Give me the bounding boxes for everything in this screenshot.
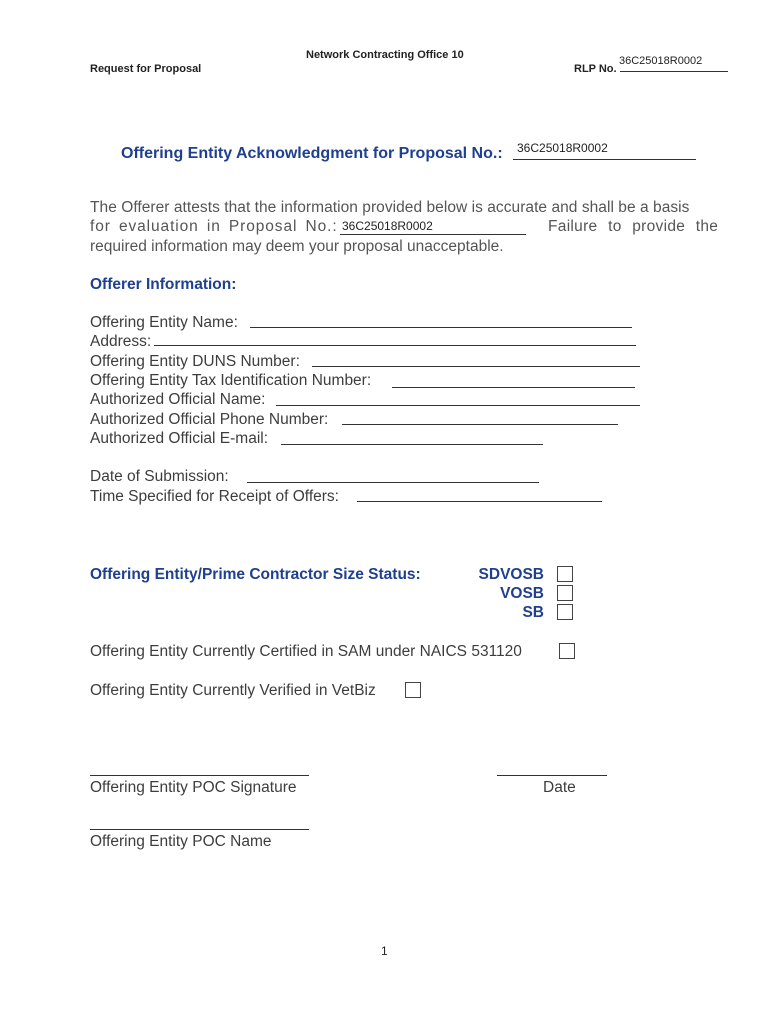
document-type: Request for Proposal xyxy=(90,63,202,75)
field-address-label: Address: xyxy=(90,333,152,350)
rlp-number-value[interactable]: 36C25018R0002 xyxy=(619,55,703,67)
field-entity-name-label: Offering Entity Name: xyxy=(90,314,238,331)
field-address-line[interactable] xyxy=(154,345,636,346)
field-duns-line[interactable] xyxy=(312,366,640,367)
poc-signature-label: Offering Entity POC Signature xyxy=(90,779,297,796)
intro-line-3: required information may deem your proposal unacceptable. xyxy=(90,238,504,255)
intro-proposal-line xyxy=(340,234,526,235)
page-number: 1 xyxy=(381,944,388,958)
intro-proposal-number[interactable]: 36C25018R0002 xyxy=(342,219,433,233)
vosb-label: VOSB xyxy=(500,585,544,602)
intro-line-1: The Offerer attests that the information provided below is accurate and shall be a basis xyxy=(90,199,690,216)
date-signature-line[interactable] xyxy=(497,775,607,776)
field-receipt-time-line[interactable] xyxy=(357,501,602,502)
sb-label: SB xyxy=(522,604,544,621)
rlp-label xyxy=(574,63,728,75)
field-duns-label: Offering Entity DUNS Number: xyxy=(90,353,300,370)
field-email-line[interactable] xyxy=(281,444,543,445)
vetbiz-verification-label: Offering Entity Currently Verified in VetBiz xyxy=(90,682,376,699)
rlp-number-line xyxy=(620,71,728,72)
date-signature-label: Date xyxy=(543,779,576,796)
field-tax-id-line[interactable] xyxy=(392,387,635,388)
page-title xyxy=(121,145,503,163)
field-official-name-label: Authorized Official Name: xyxy=(90,391,266,408)
field-phone-line[interactable] xyxy=(342,424,618,425)
vetbiz-verification-checkbox[interactable] xyxy=(405,682,421,698)
field-tax-id-label: Offering Entity Tax Identification Number: xyxy=(90,372,372,389)
size-status-label: Offering Entity/Prime Contractor Size Status: xyxy=(90,566,421,583)
page-title-text: Offering Entity Acknowledgment for Proposal No.: xyxy=(121,145,503,162)
sdvosb-label: SDVOSB xyxy=(478,566,544,583)
vosb-checkbox[interactable] xyxy=(557,585,573,601)
field-phone-label: Authorized Official Phone Number: xyxy=(90,411,329,428)
title-proposal-number[interactable]: 36C25018R0002 xyxy=(517,141,608,155)
field-receipt-time-label: Time Specified for Receipt of Offers: xyxy=(90,488,339,505)
sam-certification-label: Offering Entity Currently Certified in SAM under NAICS 531120 xyxy=(90,643,522,660)
rlp-label-text: RLP No. xyxy=(574,63,617,75)
field-email-label: Authorized Official E-mail: xyxy=(90,430,269,447)
field-date-submission-line[interactable] xyxy=(247,482,539,483)
field-date-submission-label: Date of Submission: xyxy=(90,468,229,485)
poc-name-line[interactable] xyxy=(90,829,309,830)
poc-signature-line[interactable] xyxy=(90,775,309,776)
field-official-name-line[interactable] xyxy=(276,405,640,406)
title-proposal-line xyxy=(513,159,696,160)
intro-line-2-prefix: for evaluation in Proposal No.: xyxy=(90,218,338,235)
sdvosb-checkbox[interactable] xyxy=(557,566,573,582)
office-name: Network Contracting Office 10 xyxy=(306,49,464,61)
field-entity-name-line[interactable] xyxy=(250,327,632,328)
intro-line-2-suffix: Failure to provide the xyxy=(548,218,719,235)
poc-name-label: Offering Entity POC Name xyxy=(90,833,272,850)
sb-checkbox[interactable] xyxy=(557,604,573,620)
sam-certification-checkbox[interactable] xyxy=(559,643,575,659)
offerer-info-heading: Offerer Information: xyxy=(90,276,237,293)
